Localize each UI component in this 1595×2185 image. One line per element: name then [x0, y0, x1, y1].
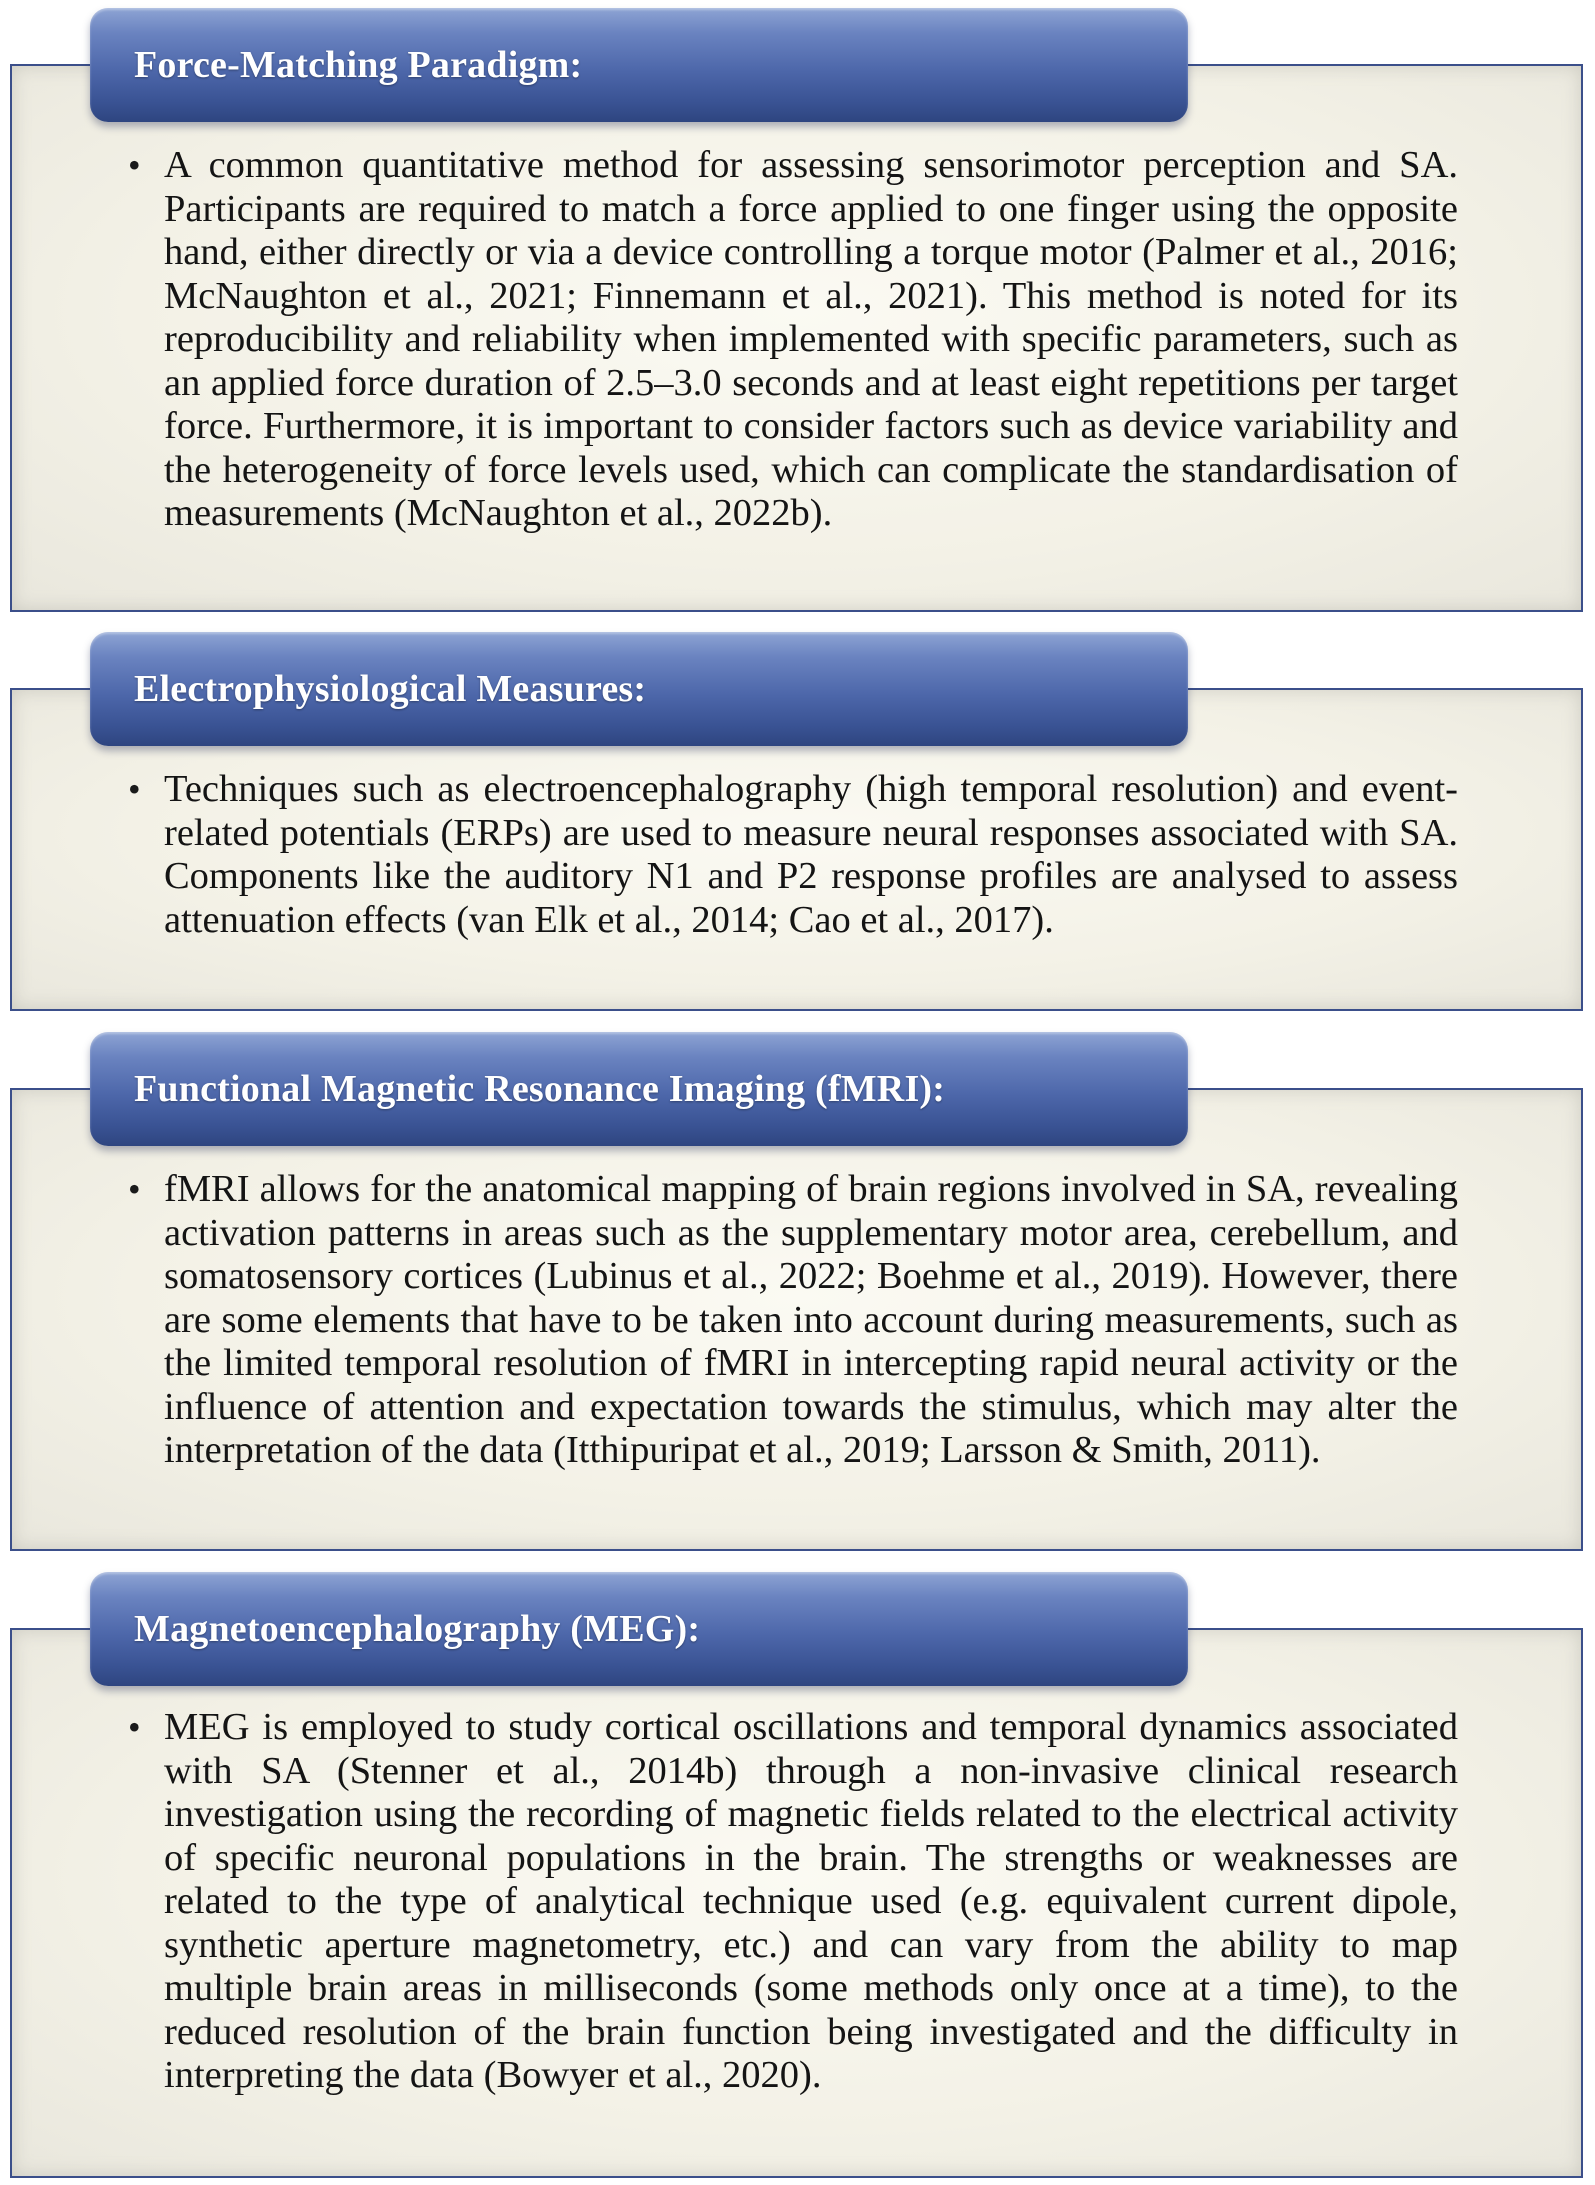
section-title: Magnetoencephalography (MEG): [134, 1608, 701, 1650]
section-body-fmri [128, 1168, 1458, 1473]
section-header-electrophysiological [90, 632, 1188, 746]
bullet-marker: • [128, 769, 141, 809]
section-text: fMRI allows for the anatomical mapping of brain regions involved in SA, revealing activation patterns in areas such as the supplementary motor area, cerebellum, and somatosensory cortices (Lubinus et al., 2022; Boehme et al., 2019). However, there are some elements that have to be taken into account during measurements, such as the limited temporal resolution of fMRI in intercepting rapid neural activity or the influence of attention and expectation towards the stimulus, which may alter the interpretation of the data (Itthipuripat et al., 2019; Larsson & Smith, 2011). [164, 1168, 1458, 1471]
section-text: Techniques such as electroencephalography (high temporal resolution) and event-related potentials (ERPs) are used to measure neural responses associated with SA. Components like the auditory N1 and P2 response profiles are analysed to assess attenuation effects (van Elk et al., 2014; Cao et al., 2017). [164, 768, 1458, 941]
section-header-fmri [90, 1032, 1188, 1146]
section-title: Force-Matching Paradigm: [134, 44, 583, 86]
section-body-meg [128, 1706, 1458, 2098]
bullet-marker: • [128, 145, 141, 185]
bullet-marker: • [128, 1169, 141, 1209]
section-text: MEG is employed to study cortical oscillations and temporal dynamics associated with SA (Stenner et al., 2014b) through a non-invasive clinical research investigation using the recording of magnetic fields related to the electrical activity of specific neuronal populations in the brain. The strengths or weaknesses are related to the type of analytical technique used (e.g. equivalent current dipole, synthetic aperture magnetometry, etc.) and can vary from the ability to map multiple brain areas in milliseconds (some methods only once at a time), to the reduced resolution of the brain function being investigated and the difficulty in interpreting the data (Bowyer et al., 2020). [164, 1706, 1458, 2096]
section-title: Electrophysiological Measures: [134, 668, 647, 710]
section-header-meg [90, 1572, 1188, 1686]
section-header-force-matching [90, 8, 1188, 122]
section-body-electrophysiological [128, 768, 1458, 942]
section-body-force-matching [128, 144, 1458, 536]
section-title: Functional Magnetic Resonance Imaging (fMRI): [134, 1068, 946, 1110]
section-text: A common quantitative method for assessing sensorimotor perception and SA. Participants are required to match a force applied to one finger using the opposite hand, either directly or via a device controlling a torque motor (Palmer et al., 2016; McNaughton et al., 2021; Finnemann et al., 2021). This method is noted for its reproducibility and reliability when implemented with specific parameters, such as an applied force duration of 2.5–3.0 seconds and at least eight repetitions per target force. Furthermore, it is important to consider factors such as device variability and the heterogeneity of force levels used, which can complicate the standardisation of measurements (McNaughton et al., 2022b). [164, 144, 1458, 534]
bullet-marker: • [128, 1707, 141, 1747]
